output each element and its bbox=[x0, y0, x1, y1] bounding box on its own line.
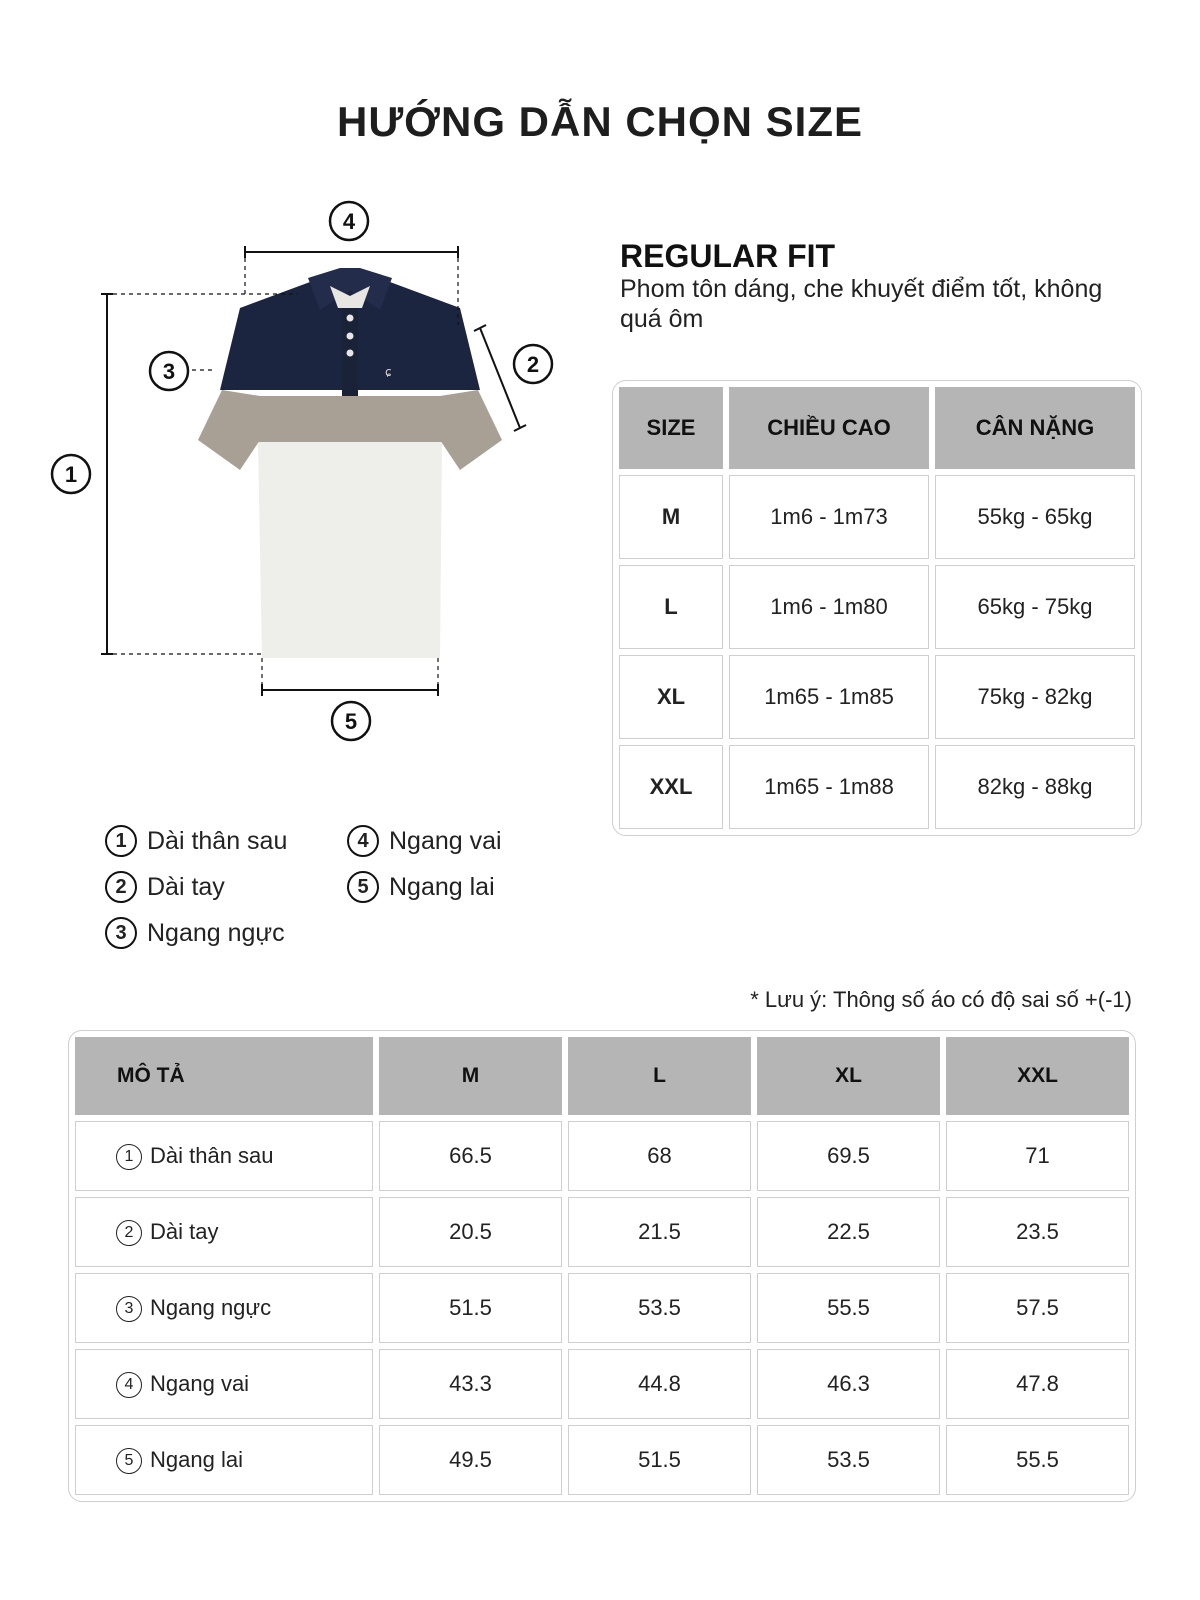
legend-label: Ngang vai bbox=[389, 826, 502, 855]
legend-label: Ngang ngực bbox=[147, 918, 285, 947]
size-table-header bbox=[619, 387, 1135, 469]
table-row bbox=[619, 475, 1135, 559]
marker-3-label: 3 bbox=[162, 359, 176, 384]
measurement-table bbox=[68, 1030, 1136, 1502]
marker-3 bbox=[150, 352, 216, 390]
shirt-measurement-diagram bbox=[40, 190, 580, 770]
value-cell: 69.5 bbox=[757, 1121, 940, 1191]
legend-item bbox=[105, 871, 225, 903]
size-cell: XXL bbox=[619, 745, 723, 829]
legend-item bbox=[347, 825, 502, 857]
legend-number: 4 bbox=[347, 825, 379, 857]
header-size-xl: XL bbox=[757, 1037, 940, 1115]
weight-cell: 65kg - 75kg bbox=[935, 565, 1135, 649]
legend-item bbox=[105, 917, 285, 949]
value-cell: 49.5 bbox=[379, 1425, 562, 1495]
table-row bbox=[619, 565, 1135, 649]
row-number: 1 bbox=[116, 1144, 142, 1170]
legend-item bbox=[347, 871, 495, 903]
value-cell: 43.3 bbox=[379, 1349, 562, 1419]
legend-number: 5 bbox=[347, 871, 379, 903]
value-cell: 57.5 bbox=[946, 1273, 1129, 1343]
row-number: 4 bbox=[116, 1372, 142, 1398]
height-cell: 1m65 - 1m88 bbox=[729, 745, 929, 829]
row-label bbox=[75, 1197, 373, 1267]
weight-cell: 55kg - 65kg bbox=[935, 475, 1135, 559]
legend-label: Dài tay bbox=[147, 872, 225, 901]
value-cell: 46.3 bbox=[757, 1349, 940, 1419]
header-size: SIZE bbox=[619, 387, 723, 469]
size-cell: M bbox=[619, 475, 723, 559]
tolerance-note: * Lưu ý: Thông số áo có độ sai số +(-1) bbox=[750, 987, 1132, 1012]
row-label bbox=[75, 1349, 373, 1419]
table-row bbox=[75, 1425, 1129, 1495]
value-cell: 68 bbox=[568, 1121, 751, 1191]
marker-2-label: 2 bbox=[526, 352, 540, 377]
table-row bbox=[75, 1273, 1129, 1343]
value-cell: 66.5 bbox=[379, 1121, 562, 1191]
value-cell: 71 bbox=[946, 1121, 1129, 1191]
height-cell: 1m6 - 1m73 bbox=[729, 475, 929, 559]
measure-table-header bbox=[75, 1037, 1129, 1115]
table-row bbox=[619, 745, 1135, 829]
table-row bbox=[75, 1349, 1129, 1419]
table-row bbox=[75, 1197, 1129, 1267]
size-cell: L bbox=[619, 565, 723, 649]
table-row bbox=[75, 1121, 1129, 1191]
row-number: 5 bbox=[116, 1448, 142, 1474]
header-weight: CÂN NẶNG bbox=[935, 387, 1135, 469]
header-description: MÔ TẢ bbox=[75, 1037, 373, 1115]
table-row bbox=[619, 655, 1135, 739]
svg-text:ɕ: ɕ bbox=[385, 365, 392, 379]
value-cell: 53.5 bbox=[568, 1273, 751, 1343]
header-size-l: L bbox=[568, 1037, 751, 1115]
value-cell: 55.5 bbox=[757, 1273, 940, 1343]
legend-number: 1 bbox=[105, 825, 137, 857]
value-cell: 51.5 bbox=[379, 1273, 562, 1343]
marker-4-label: 4 bbox=[342, 209, 356, 234]
value-cell: 23.5 bbox=[946, 1197, 1129, 1267]
polo-shirt-illustration bbox=[198, 268, 502, 658]
row-label-text: Ngang vai bbox=[150, 1371, 250, 1397]
row-label-text: Dài thân sau bbox=[150, 1143, 274, 1169]
row-number: 2 bbox=[116, 1220, 142, 1246]
height-cell: 1m6 - 1m80 bbox=[729, 565, 929, 649]
row-label bbox=[75, 1273, 373, 1343]
fit-title: REGULAR FIT bbox=[620, 238, 836, 274]
size-cell: XL bbox=[619, 655, 723, 739]
value-cell: 47.8 bbox=[946, 1349, 1129, 1419]
weight-cell: 75kg - 82kg bbox=[935, 655, 1135, 739]
header-height: CHIỀU CAO bbox=[729, 387, 929, 469]
header-size-xxl: XXL bbox=[946, 1037, 1129, 1115]
value-cell: 22.5 bbox=[757, 1197, 940, 1267]
row-label bbox=[75, 1121, 373, 1191]
value-cell: 44.8 bbox=[568, 1349, 751, 1419]
row-label-text: Dài tay bbox=[150, 1219, 219, 1245]
marker-1-label: 1 bbox=[64, 462, 78, 487]
row-label-text: Ngang lai bbox=[150, 1447, 243, 1473]
value-cell: 20.5 bbox=[379, 1197, 562, 1267]
header-size-m: M bbox=[379, 1037, 562, 1115]
value-cell: 21.5 bbox=[568, 1197, 751, 1267]
page-title: HƯỚNG DẪN CHỌN SIZE bbox=[336, 98, 863, 145]
value-cell: 53.5 bbox=[757, 1425, 940, 1495]
height-cell: 1m65 - 1m85 bbox=[729, 655, 929, 739]
row-label bbox=[75, 1425, 373, 1495]
legend-label: Dài thân sau bbox=[147, 826, 288, 855]
legend-number: 2 bbox=[105, 871, 137, 903]
row-label-text: Ngang ngực bbox=[150, 1295, 272, 1321]
fit-description: Phom tôn dáng, che khuyết điểm tốt, không quá ôm bbox=[620, 275, 1103, 333]
legend-label: Ngang lai bbox=[389, 872, 495, 901]
row-number: 3 bbox=[116, 1296, 142, 1322]
legend-number: 3 bbox=[105, 917, 137, 949]
value-cell: 55.5 bbox=[946, 1425, 1129, 1495]
weight-cell: 82kg - 88kg bbox=[935, 745, 1135, 829]
value-cell: 51.5 bbox=[568, 1425, 751, 1495]
marker-5-label: 5 bbox=[344, 709, 358, 734]
legend-item bbox=[105, 825, 287, 857]
size-chart-table bbox=[612, 380, 1142, 836]
